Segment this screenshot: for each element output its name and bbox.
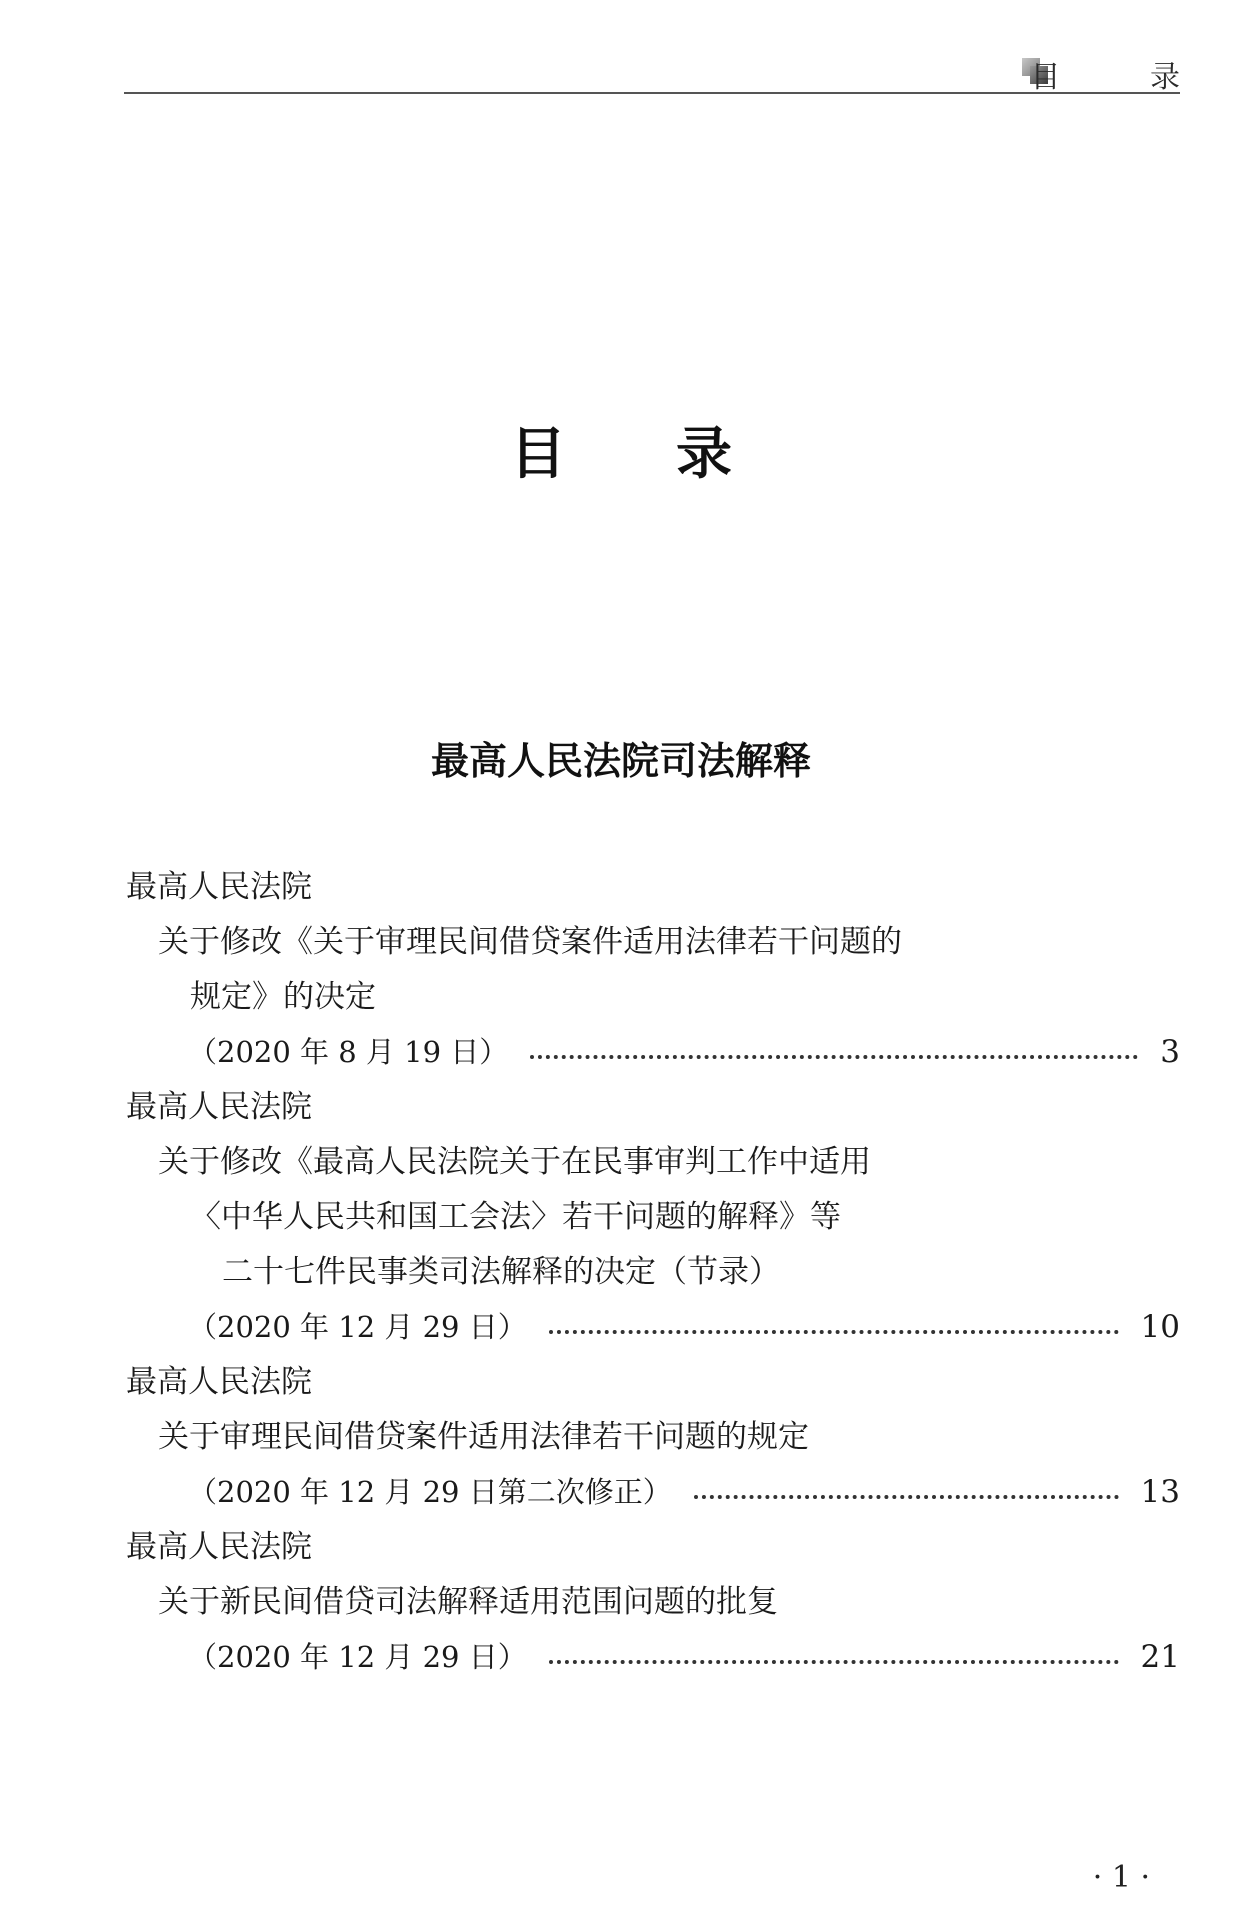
toc-entry-title[interactable]: 关于修改《最高人民法院关于在民事审判工作中适用 <box>158 1144 871 1180</box>
toc-page-number: 3 <box>1160 1034 1180 1070</box>
toc-page-number: 13 <box>1140 1474 1180 1510</box>
toc-entry-date-row[interactable] <box>126 1465 1180 1520</box>
toc-entry-date: （2020 年 12 月 29 日） <box>188 1640 527 1674</box>
section-title: 最高人民法院司法解释 <box>430 738 811 783</box>
dot-leader <box>530 1055 1138 1059</box>
toc-entry-date-row[interactable] <box>126 1630 1180 1685</box>
toc-entry-date: （2020 年 8 月 19 日） <box>188 1035 509 1069</box>
header-rule <box>124 92 1180 94</box>
toc-entry-date-row[interactable] <box>126 1025 1180 1080</box>
toc-entry-title[interactable]: 二十七件民事类司法解释的决定（节录） <box>222 1254 780 1290</box>
toc-entry-title[interactable]: 关于审理民间借贷案件适用法律若干问题的规定 <box>158 1419 809 1455</box>
dot-leader <box>549 1330 1119 1334</box>
toc-issuer: 最高人民法院 <box>126 1364 312 1400</box>
toc-issuer: 最高人民法院 <box>126 1089 312 1125</box>
toc-entry-title[interactable]: 关于新民间借贷司法解释适用范围问题的批复 <box>158 1584 778 1620</box>
dot-leader <box>694 1495 1119 1499</box>
header-title: 目 录 <box>1030 60 1220 95</box>
toc-entry-date: （2020 年 12 月 29 日） <box>188 1310 527 1344</box>
dot-leader <box>549 1660 1119 1664</box>
toc-entry-title[interactable]: 规定》的决定 <box>190 979 376 1015</box>
toc-entry-title[interactable]: 关于修改《关于审理民间借贷案件适用法律若干问题的 <box>158 924 902 960</box>
toc-entry-title[interactable]: 〈中华人民共和国工会法〉若干问题的解释》等 <box>190 1199 841 1235</box>
table-of-contents <box>126 860 1180 1685</box>
toc-entry-date: （2020 年 12 月 29 日第二次修正） <box>188 1475 672 1509</box>
toc-issuer: 最高人民法院 <box>126 869 312 905</box>
toc-issuer: 最高人民法院 <box>126 1529 312 1565</box>
running-header <box>124 42 1220 95</box>
page-number: · 1 · <box>1092 1860 1150 1895</box>
toc-entry-date-row[interactable] <box>126 1300 1180 1355</box>
toc-page-number: 10 <box>1140 1309 1180 1345</box>
toc-page-number: 21 <box>1140 1639 1180 1675</box>
page-title: 目录 <box>510 421 842 487</box>
